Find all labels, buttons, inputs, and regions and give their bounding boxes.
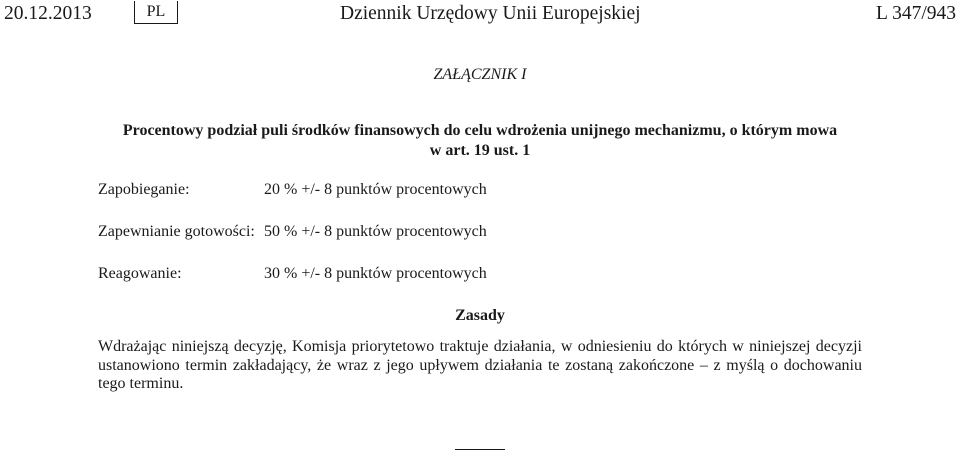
allocation-value-prevention: 20 % +/- 8 punktów procentowych <box>264 181 487 198</box>
annex-title: ZAŁĄCZNIK I <box>433 66 527 83</box>
page-reference: L 347/943 <box>876 3 956 24</box>
allocation-value-response: 30 % +/- 8 punktów procentowych <box>264 265 487 282</box>
publication-date: 20.12.2013 <box>4 3 92 24</box>
allocation-value-preparedness: 50 % +/- 8 punktów procentowych <box>264 223 487 240</box>
allocation-label-prevention: Zapobieganie: <box>98 181 190 198</box>
journal-title: Dziennik Urzędowy Unii Europejskiej <box>340 3 641 24</box>
allocation-label-response: Reagowanie: <box>98 265 182 282</box>
rules-paragraph: Wdrażając niniejszą decyzję, Komisja priorytetowo traktuje działania, w odniesieniu do których w niniejszej decyzji ustanowiono termin zakładający, że wraz z jego upływem działania te zostaną zakończone – z myślą o dochowaniu tego terminu. <box>98 338 862 392</box>
annex-heading-line-1: Procentowy podział puli środków finansowych do celu wdrożenia unijnego mechanizmu, o którym mowa <box>122 122 838 139</box>
rules-heading: Zasady <box>455 307 505 324</box>
language-code: PL <box>134 1 178 24</box>
allocation-label-preparedness: Zapewnianie gotowości: <box>98 223 255 240</box>
annex-heading-line-2: w art. 19 ust. 1 <box>429 142 531 159</box>
footnote-divider <box>455 449 505 450</box>
